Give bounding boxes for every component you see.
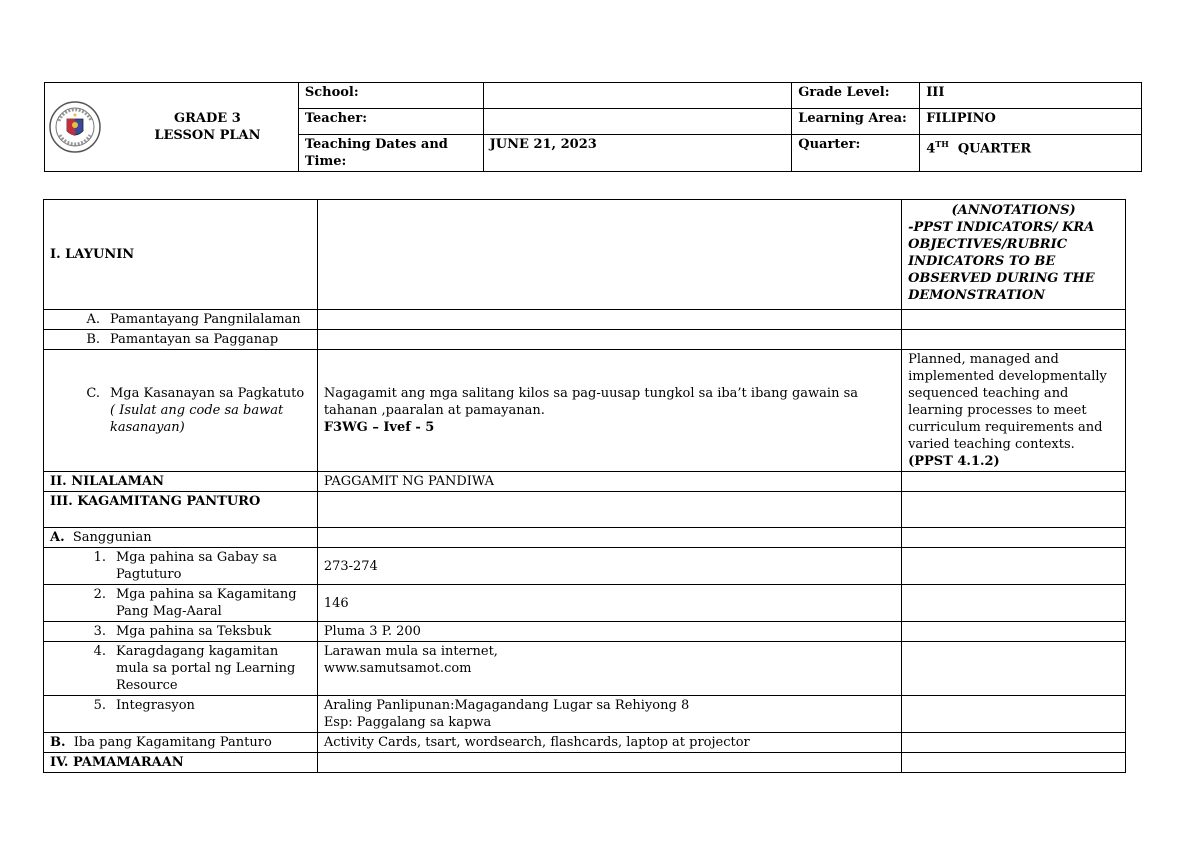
table-row xyxy=(44,622,1126,642)
sanggunian-letter: A. xyxy=(50,530,65,545)
teacher-label: Teacher: xyxy=(298,109,483,135)
item-3-label xyxy=(44,622,318,642)
row-b-text: Pamantayan sa Pagganap xyxy=(110,332,279,347)
iba-text: Iba pang Kagamitang Panturo xyxy=(73,735,272,750)
deped-seal-icon xyxy=(49,101,101,153)
table-row xyxy=(44,585,1126,622)
row-a-label xyxy=(44,310,318,330)
row-b-label xyxy=(44,330,318,350)
table-row xyxy=(44,472,1126,492)
lesson-plan-title: LESSON PLAN xyxy=(154,128,261,143)
annotations-body: -PPST INDICATORS/ KRA OBJECTIVES/RUBRIC INDICATORS TO BE OBSERVED DURING THE DEMONSTRATION xyxy=(908,220,1095,303)
item-2-value: 146 xyxy=(317,585,901,622)
item-2-annotation xyxy=(902,585,1126,622)
quarter-value xyxy=(920,135,1142,172)
title-cell xyxy=(45,83,299,172)
table-row xyxy=(44,753,1126,773)
lesson-plan-table xyxy=(43,199,1126,773)
row-c-value xyxy=(317,350,901,472)
pamamaraan-annotation xyxy=(902,753,1126,773)
sanggunian-value xyxy=(317,528,901,548)
item-1-annotation xyxy=(902,548,1126,585)
sanggunian-annotation xyxy=(902,528,1126,548)
quarter-number: 4 xyxy=(926,141,936,157)
layunin-value xyxy=(317,200,901,310)
learning-area-label: Learning Area: xyxy=(792,109,920,135)
row-c-letter: C. xyxy=(86,386,100,401)
quarter-label: Quarter: xyxy=(792,135,920,172)
item-4-label xyxy=(44,642,318,696)
header-table xyxy=(44,82,1142,172)
kagamitan-annotation xyxy=(902,492,1126,528)
item-2-text: Mga pahina sa Kagamitang Pang Mag-Aaral xyxy=(116,587,297,619)
table-row xyxy=(44,330,1126,350)
item-3-number: 3. xyxy=(93,624,106,639)
school-value xyxy=(483,83,792,109)
item-5-text: Integrasyon xyxy=(116,698,195,713)
item-4-number: 4. xyxy=(93,644,106,659)
table-row xyxy=(44,528,1126,548)
nilalaman-annotation xyxy=(902,472,1126,492)
table-row xyxy=(44,696,1126,733)
iba-annotation xyxy=(902,733,1126,753)
item-1-number: 1. xyxy=(93,550,106,565)
table-row xyxy=(44,310,1126,330)
row-b-letter: B. xyxy=(86,332,100,347)
item-5-value xyxy=(317,696,901,733)
ppst-description: Planned, managed and implemented developmentally sequenced teaching and learning processes to meet curriculum requirements and varied teaching contexts. xyxy=(908,352,1107,452)
table-row xyxy=(44,642,1126,696)
item-4-value-line1: Larawan mula sa internet, xyxy=(323,644,498,659)
item-1-label xyxy=(44,548,318,585)
teacher-value xyxy=(483,109,792,135)
dates-label: Teaching Dates and Time: xyxy=(298,135,483,172)
item-3-value: Pluma 3 P. 200 xyxy=(317,622,901,642)
row-b-annotation xyxy=(902,330,1126,350)
quarter-word: QUARTER xyxy=(957,141,1032,157)
row-a-annotation xyxy=(902,310,1126,330)
kagamitan-heading: III. KAGAMITANG PANTURO xyxy=(44,492,318,528)
iba-label xyxy=(44,733,318,753)
item-5-value-line2: Esp: Paggalang sa kapwa xyxy=(323,715,492,730)
row-c-label xyxy=(44,350,318,472)
iba-letter: B. xyxy=(50,735,66,750)
row-a-text: Pamantayang Pangnilalaman xyxy=(110,312,301,327)
annotations-cell xyxy=(902,200,1126,310)
row-c-text: Mga Kasanayan sa Pagkatuto xyxy=(110,386,305,401)
item-4-value xyxy=(317,642,901,696)
row-a-letter: A. xyxy=(86,312,100,327)
table-row xyxy=(44,200,1126,310)
sanggunian-text: Sanggunian xyxy=(72,530,152,545)
iba-value: Activity Cards, tsart, wordsearch, flashcards, laptop at projector xyxy=(317,733,901,753)
row-c-note: ( Isulat ang code sa bawat kasanayan) xyxy=(110,403,284,435)
item-5-annotation xyxy=(902,696,1126,733)
row-c-annotation xyxy=(902,350,1126,472)
table-row xyxy=(44,733,1126,753)
nilalaman-heading: II. NILALAMAN xyxy=(44,472,318,492)
item-4-value-line2: www.samutsamot.com xyxy=(323,661,472,676)
item-1-value: 273-274 xyxy=(317,548,901,585)
item-2-number: 2. xyxy=(93,587,106,602)
table-row xyxy=(44,350,1126,472)
item-3-text: Mga pahina sa Teksbuk xyxy=(116,624,272,639)
item-3-annotation xyxy=(902,622,1126,642)
annotations-title: (ANNOTATIONS) xyxy=(951,203,1076,218)
row-a-value xyxy=(317,310,901,330)
grade-level-value: III xyxy=(920,83,1142,109)
nilalaman-value: PAGGAMIT NG PANDIWA xyxy=(317,472,901,492)
dates-value: JUNE 21, 2023 xyxy=(483,135,792,172)
ppst-code: (PPST 4.1.2) xyxy=(908,454,1000,469)
item-5-label xyxy=(44,696,318,733)
kagamitan-value xyxy=(317,492,901,528)
item-5-value-line1: Araling Panlipunan:Magagandang Lugar sa Rehiyong 8 xyxy=(323,698,690,713)
item-5-number: 5. xyxy=(93,698,106,713)
grade-level-label: Grade Level: xyxy=(792,83,920,109)
layunin-heading: I. LAYUNIN xyxy=(44,200,318,310)
pamamaraan-value xyxy=(317,753,901,773)
quarter-suffix: TH xyxy=(935,139,949,149)
row-b-value xyxy=(317,330,901,350)
item-2-label xyxy=(44,585,318,622)
pamamaraan-heading: IV. PAMAMARAAN xyxy=(44,753,318,773)
table-row xyxy=(44,492,1126,528)
table-row xyxy=(44,548,1126,585)
item-4-text: Karagdagang kagamitan mula sa portal ng Learning Resource xyxy=(116,644,296,693)
item-1-text: Mga pahina sa Gabay sa Pagtuturo xyxy=(116,550,278,582)
competency-code: F3WG – Ivef - 5 xyxy=(323,420,435,435)
sanggunian-label xyxy=(44,528,318,548)
learning-competency: Nagagamit ang mga salitang kilos sa pag-uusap tungkol sa iba’t ibang gawain sa tahanan ,paaralan at pamayanan. xyxy=(323,386,859,418)
school-label: School: xyxy=(298,83,483,109)
learning-area-value: FILIPINO xyxy=(920,109,1142,135)
grade-title: GRADE 3 xyxy=(174,111,241,126)
item-4-annotation xyxy=(902,642,1126,696)
